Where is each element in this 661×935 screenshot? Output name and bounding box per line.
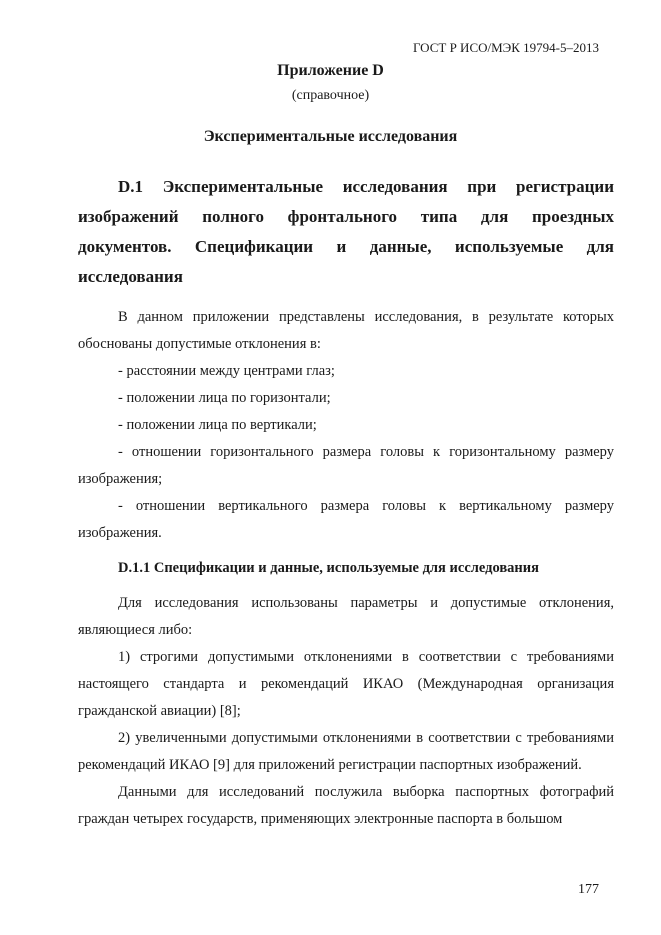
page-number: 177 <box>578 882 599 897</box>
list-item: - расстоянии между центрами глаз; <box>118 363 335 379</box>
appendix-subtitle: (справочное) <box>291 88 370 103</box>
paragraph-data: Данными для исследований послужила выборка паспортных фотографий граждан четырех государств, применяющих электронные паспорта в большом <box>78 784 614 827</box>
list-item: - положении лица по горизонтали; <box>118 390 331 406</box>
body-text <box>78 172 614 833</box>
list-item: - отношении горизонтального размера головы к горизонтальному размеру изображения; <box>78 444 614 487</box>
paragraph-increased: 2) увеличенными допустимыми отклонениями в соответствии с требованиями рекомендаций ИКАО [9] для приложений регистрации паспортных изображений. <box>78 730 614 773</box>
list-item: - положении лица по вертикали; <box>118 417 317 433</box>
subheading-d1-1: D.1.1 Спецификации и данные, используемые для исследования <box>118 560 539 576</box>
heading-d1: D.1 Экспериментальные исследования при регистрации изображений полного фронтального типа для проездных документов. Спецификации и данные, используемые для исследования <box>78 177 614 286</box>
appendix-title: Приложение D <box>277 62 384 79</box>
paragraph-intro: В данном приложении представлены исследования, в результате которых обоснованы допустимые отклонения в: <box>78 309 614 352</box>
list-item: - отношении вертикального размера головы к вертикальному размеру изображения. <box>78 498 614 541</box>
section-title: Экспериментальные исследования <box>203 128 458 145</box>
paragraph-params: Для исследования использованы параметры и допустимые отклонения, являющиеся либо: <box>78 595 614 638</box>
standard-header: ГОСТ Р ИСО/МЭК 19794-5–2013 <box>412 40 599 55</box>
paragraph-strict: 1) строгими допустимыми отклонениями в соответствии с требованиями настоящего стандарта и рекомендаций ИКАО (Международная организация гражданской авиации) [8]; <box>78 649 614 719</box>
